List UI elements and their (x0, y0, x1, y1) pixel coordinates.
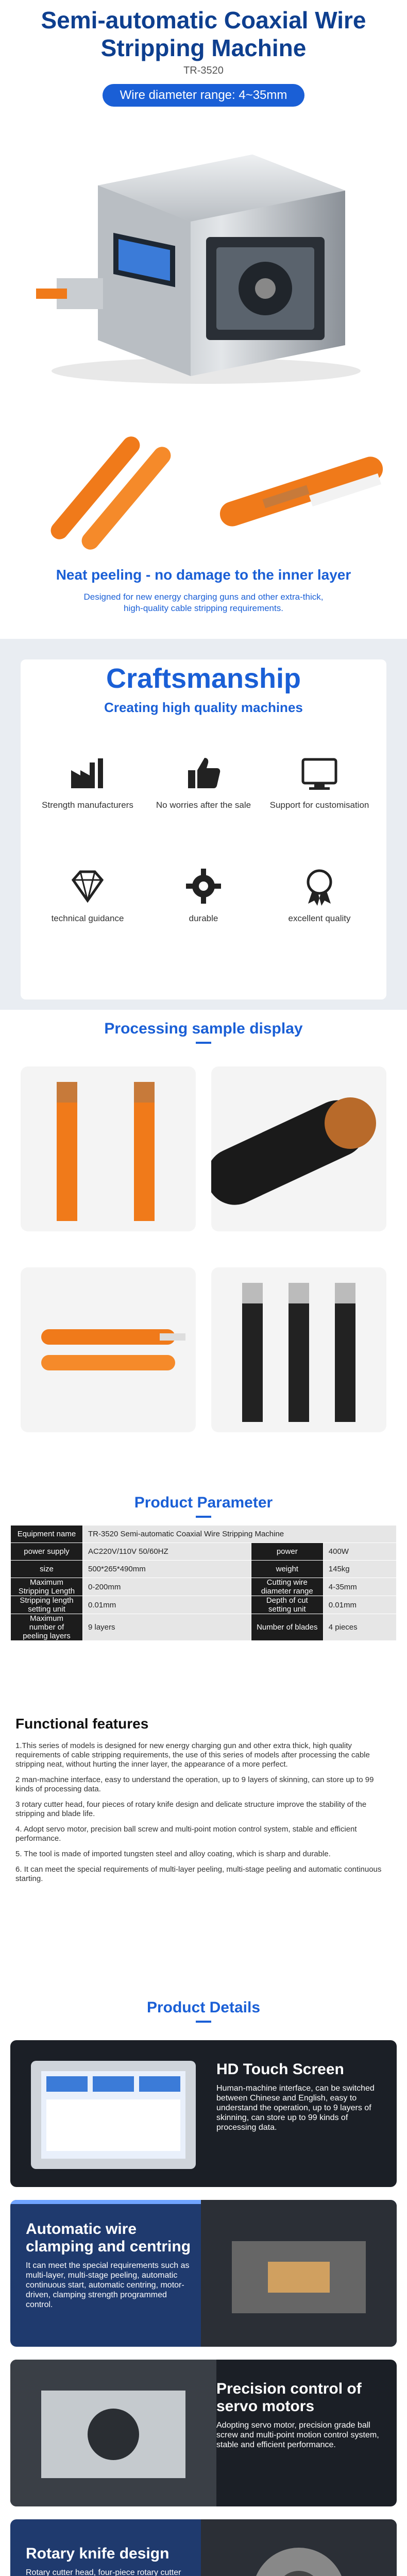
detail-text (26, 2545, 196, 2576)
feature-label: durable (189, 913, 218, 923)
feature-strength (36, 752, 139, 810)
model-number: TR-3520 (183, 65, 224, 76)
detail-description: Human-machine interface, can be switched between Chinese and English, easy to understand the operation, up to 9 layers of skinning, can store up to 99 kinds of processing data. (216, 2084, 375, 2132)
parameter-table (10, 1525, 397, 1641)
table-row (11, 1578, 397, 1596)
sample-image-3 (21, 1267, 196, 1432)
feature-durable (152, 866, 255, 924)
param-value: 145kg (323, 1561, 396, 1578)
feature-paragraph: 1.This series of models is designed for new energy charging gun and other extra thick, high quality requirements of cable stripping requirements, the use of this series of models after processing the cable stripping neat, without hurting the inner layer, the appearance of a more perfect. (15, 1741, 370, 1769)
param-value: 400W (323, 1543, 396, 1561)
feature-label: Support for customisation (269, 800, 369, 810)
feature-label: excellent quality (288, 913, 351, 923)
sample-image-1 (21, 1066, 196, 1231)
param-key: Number of blades (251, 1614, 323, 1641)
title-underline (196, 1516, 211, 1518)
craftsmanship-title: Craftsmanship (106, 663, 301, 694)
detail-description: Rotary cutter head, four-piece rotary cutter (26, 2568, 181, 2576)
clamping-image (201, 2200, 397, 2347)
craftsmanship-card (21, 659, 386, 999)
detail-text (216, 2380, 386, 2450)
param-value: AC220V/110V 50/60HZ (83, 1543, 251, 1561)
detail-card-clamping (10, 2200, 397, 2347)
functional-features-list (15, 1741, 386, 1890)
cable-samples-image (21, 402, 392, 556)
touchscreen-image (10, 2040, 216, 2187)
parameter-title (0, 1484, 407, 1518)
param-value: 0.01mm (323, 1596, 396, 1614)
hero-subtext: Designed for new energy charging guns and other extra-thick, high-quality cable stripping requirements. (83, 592, 324, 613)
feature-paragraph: 3 rotary cutter head, four pieces of rotary knife design and delicate structure improve the stability of the stripping and blade life. (15, 1800, 367, 1818)
parameter-section (0, 1484, 407, 1999)
detail-description: It can meet the special requirements such as multi-layer, multi-stage peeling, automatic continuous start, automatic centring, motor-driven, clamping strength programmed control. (26, 2261, 190, 2309)
rotary-knife-image (201, 2519, 397, 2576)
details-title-text: Product Details (146, 1999, 261, 2016)
param-value: 9 layers (83, 1614, 251, 1641)
feature-quality (268, 866, 371, 924)
samples-section (0, 1010, 407, 1484)
machine-image (36, 124, 376, 392)
table-row (11, 1596, 397, 1614)
samples-title (0, 1010, 407, 1044)
parameter-title-text: Product Parameter (134, 1494, 273, 1511)
param-key: Stripping length setting unit (11, 1596, 83, 1614)
customise-icon (299, 752, 340, 793)
details-title (0, 1999, 407, 2023)
details-section (0, 1999, 407, 2576)
param-value: TR-3520 Semi-automatic Coaxial Wire Stripping Machine (83, 1526, 397, 1543)
hero-title-line1: Semi-automatic Coaxial Wire (41, 7, 366, 33)
servo-image (10, 2360, 216, 2506)
detail-heading: Automatic wire clamping and centring (26, 2221, 191, 2255)
detail-card-touchscreen (10, 2040, 397, 2187)
functional-features-title: Functional features (15, 1716, 149, 1732)
craftsmanship-section (0, 639, 407, 1010)
param-key: weight (251, 1561, 323, 1578)
feature-customisation (268, 752, 371, 810)
diamond-icon (67, 866, 108, 907)
param-key: Maximum number of peeling layers (11, 1614, 83, 1641)
feature-guidance (36, 866, 139, 924)
detail-text (26, 2221, 196, 2310)
feature-after-sale (152, 752, 255, 810)
title-underline (196, 1042, 211, 1044)
craftsmanship-subtitle: Creating high quality machines (104, 700, 303, 715)
param-key: size (11, 1561, 83, 1578)
feature-paragraph: 2 man-machine interface, easy to understand the operation, up to 9 layers of skinning, can store up to 99 kinds of processing data. (15, 1775, 374, 1793)
detail-card-servo (10, 2360, 397, 2506)
table-row (11, 1543, 397, 1561)
param-key: Equipment name (11, 1526, 83, 1543)
detail-heading: Rotary knife design (26, 2545, 169, 2562)
hero-title-line2: Stripping Machine (100, 35, 307, 61)
detail-heading: HD Touch Screen (216, 2061, 344, 2078)
feature-paragraph: 6. It can meet the special requirements of multi-layer peeling, multi-stage peeling and automatic continuous starting. (15, 1865, 382, 1883)
wire-range-badge: Wire diameter range: 4~35mm (103, 84, 305, 107)
table-row (11, 1614, 397, 1641)
gear-icon (183, 866, 224, 907)
factory-icon (67, 752, 108, 793)
feature-paragraph: 4. Adopt servo motor, precision ball screw and multi-point motion control system, stable and efficient performance. (15, 1825, 357, 1843)
param-value: 0.01mm (83, 1596, 251, 1614)
hero-title (0, 0, 407, 62)
feature-label: technical guidance (51, 913, 124, 923)
table-row (11, 1561, 397, 1578)
param-key: power (251, 1543, 323, 1561)
param-value: 4-35mm (323, 1578, 396, 1596)
detail-heading: Precision control of servo motors (216, 2380, 362, 2415)
detail-description: Adopting servo motor, precision grade ball screw and multi-point motion control system, stable and efficient performance. (216, 2421, 379, 2449)
sample-image-2 (211, 1066, 386, 1231)
feature-label: No worries after the sale (156, 800, 251, 810)
param-key: power supply (11, 1543, 83, 1561)
badge-icon (299, 866, 340, 907)
title-underline (196, 2021, 211, 2023)
feature-label: Strength manufacturers (42, 800, 133, 810)
param-key: Cutting wire diameter range (251, 1578, 323, 1596)
detail-card-rotary (10, 2519, 397, 2576)
table-row (11, 1526, 397, 1543)
feature-paragraph: 5. The tool is made of imported tungsten steel and alloy coating, which is sharp and durable. (15, 1850, 331, 1858)
hero-section (0, 0, 407, 639)
param-value: 500*265*490mm (83, 1561, 251, 1578)
hero-headline: Neat peeling - no damage to the inner layer (56, 567, 351, 583)
param-key: Maximum Stripping Length (11, 1578, 83, 1596)
detail-text (216, 2061, 386, 2132)
param-value: 4 pieces (323, 1614, 396, 1641)
param-value: 0-200mm (83, 1578, 251, 1596)
param-key: Depth of cut setting unit (251, 1596, 323, 1614)
thumbs-up-icon (183, 752, 224, 793)
sample-image-4 (211, 1267, 386, 1432)
samples-title-text: Processing sample display (104, 1020, 303, 1037)
